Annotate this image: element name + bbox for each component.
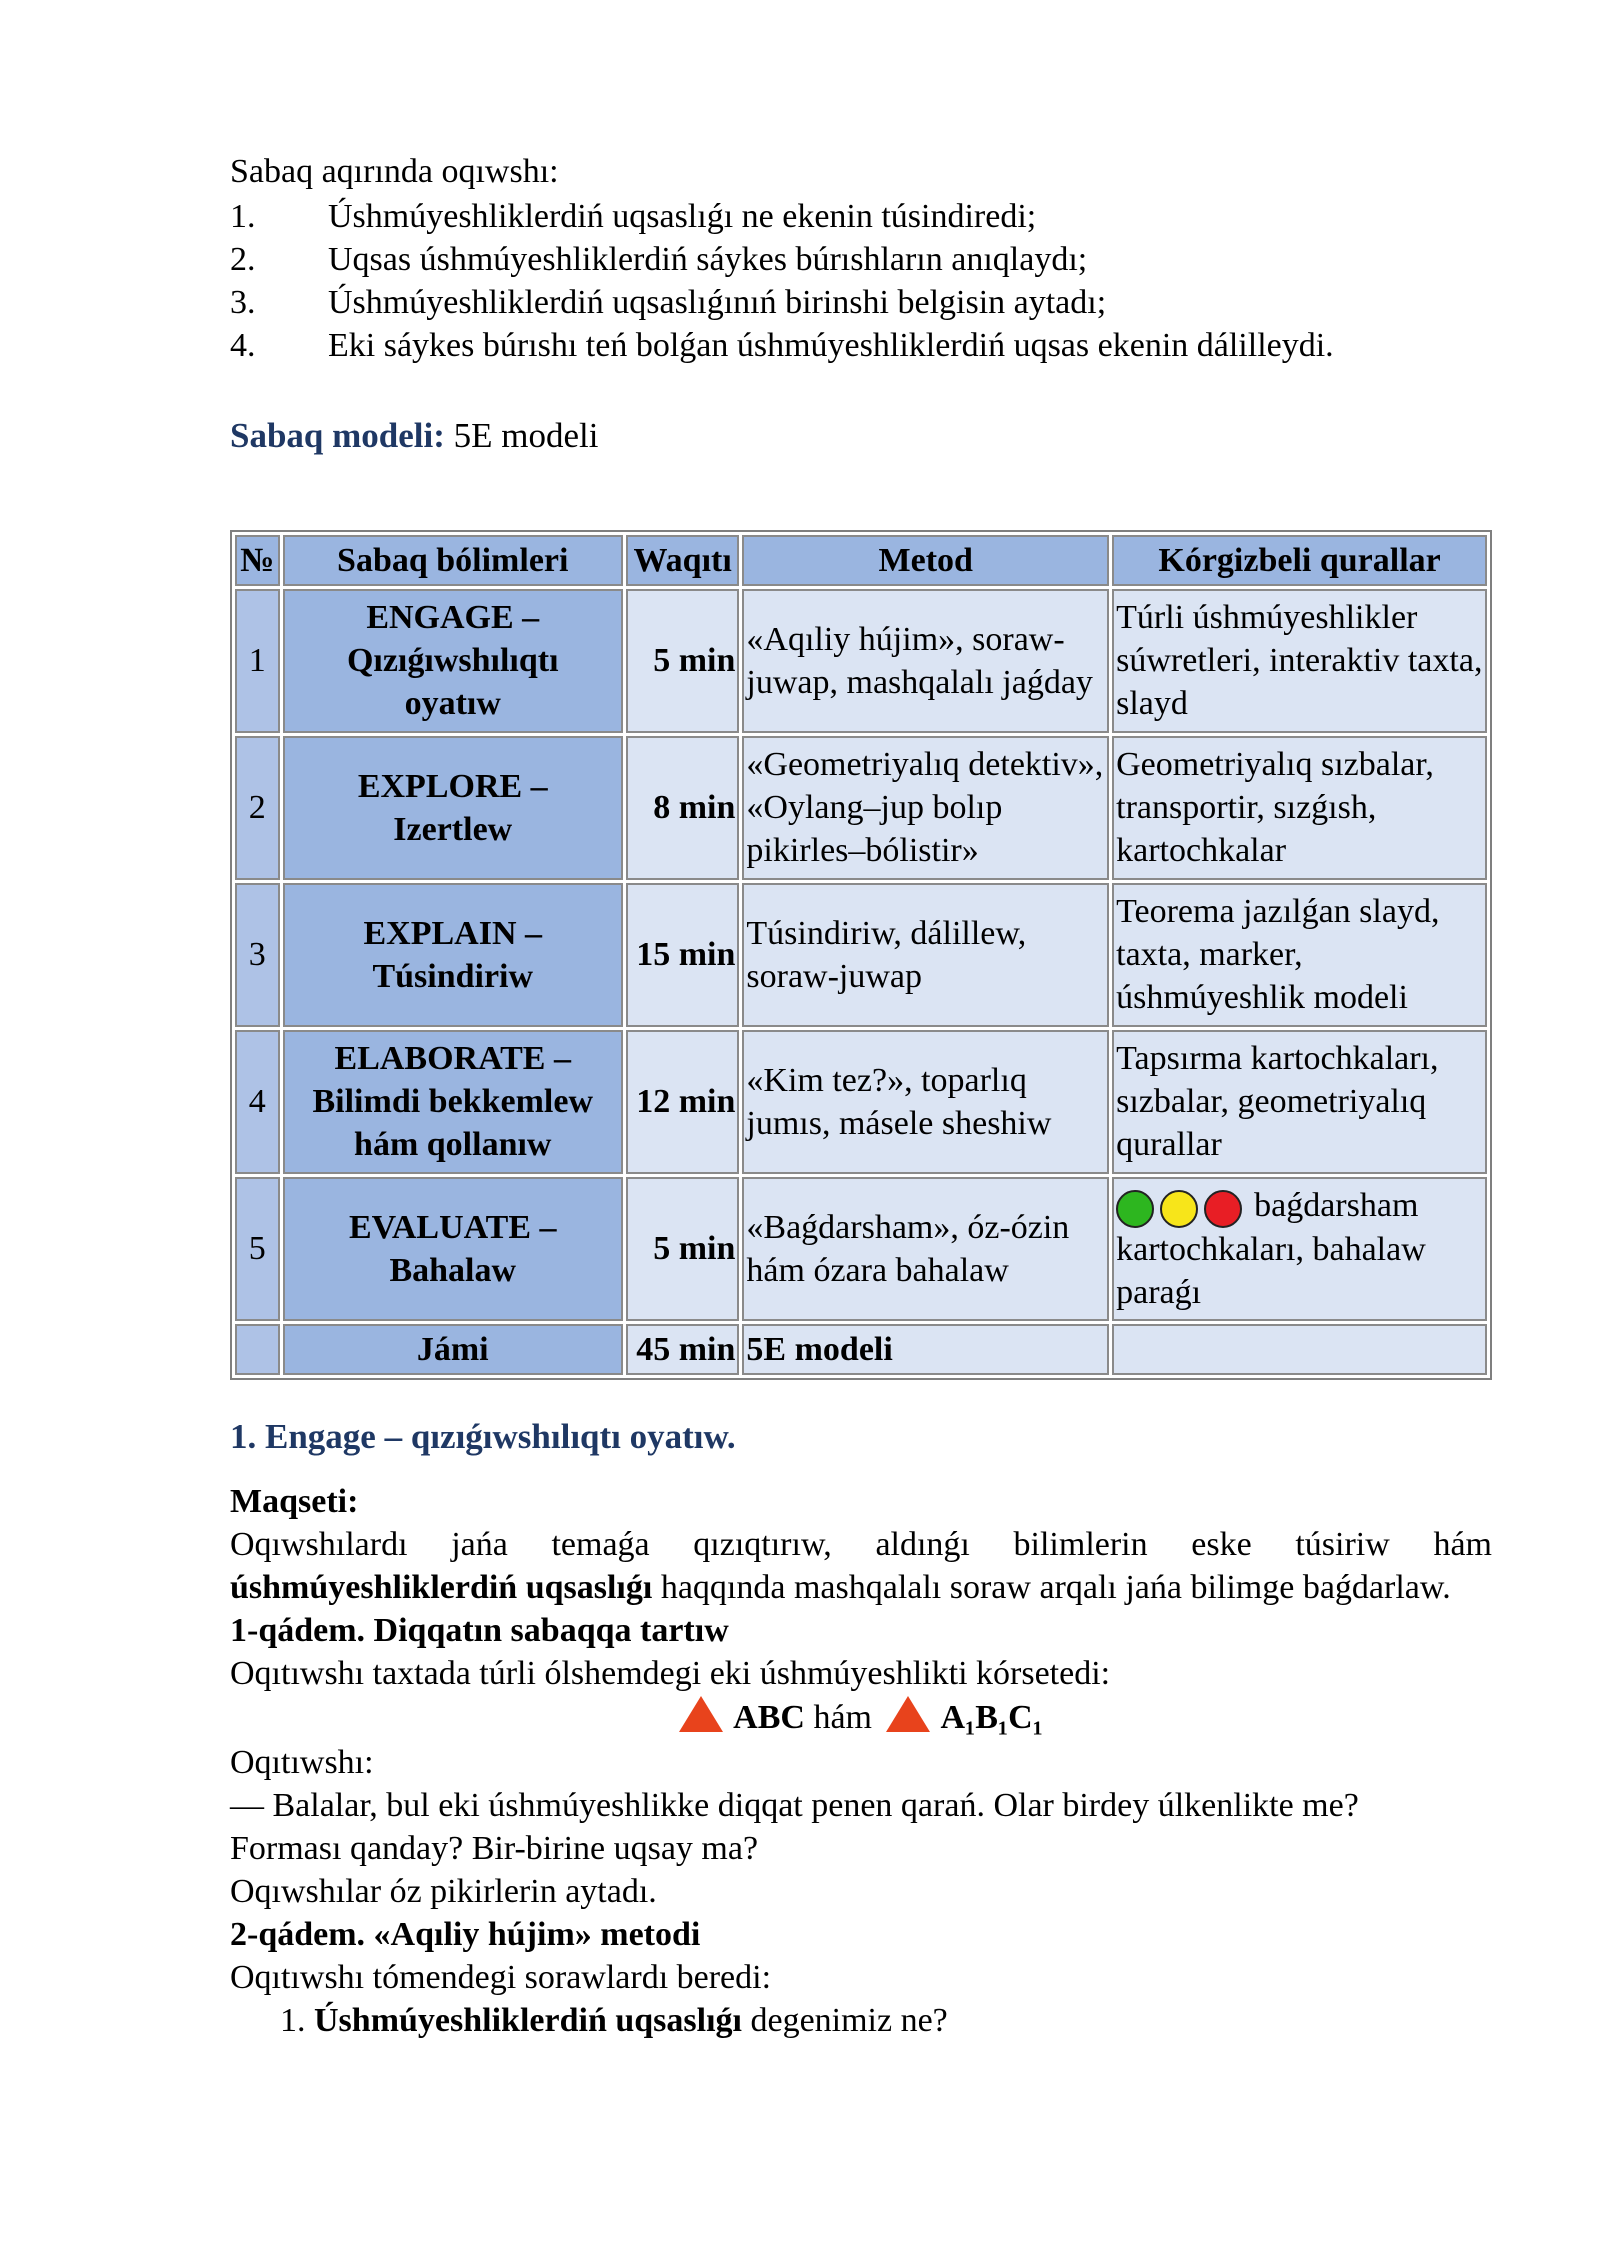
objective-text: Uqsas úshmúyeshliklerdiń sáykes búrıshların anıqlaydı; xyxy=(328,241,1088,278)
document-page xyxy=(230,150,1492,2039)
section-title: EXPLORE – xyxy=(357,767,548,805)
tools-text: baǵdarsham kartochkaları, bahalaw paraǵı xyxy=(1116,1187,1426,1311)
teacher-speech-2: Forması qanday? Bir-birine uqsay ma? xyxy=(230,1830,759,1867)
step1-title: 1-qádem. Diqqatın sabaqqa tartıw xyxy=(230,1612,729,1649)
lesson-model-line xyxy=(230,414,1490,458)
row-section xyxy=(283,1030,623,1174)
objective-item xyxy=(230,195,1490,238)
step2-title: 2-qádem. «Aqıliy hújim» metodi xyxy=(230,1916,701,1953)
row-method: «Geometriyalıq detektiv», «Oylang–jup bolıp pikirles–bólistir» xyxy=(742,736,1109,880)
section-subtitle: Izertlew xyxy=(393,810,513,848)
section-subtitle: Bilimdi bekkemlew xyxy=(312,1083,594,1121)
triangle-icon xyxy=(886,1696,930,1732)
row-time: 5 min xyxy=(626,1177,739,1321)
section-title: EVALUATE – xyxy=(348,1208,557,1246)
row-time: 5 min xyxy=(626,589,739,733)
triangles-line xyxy=(230,1695,1492,1741)
teacher-label: Oqıtıwshı: xyxy=(230,1744,374,1781)
objective-item xyxy=(230,238,1490,281)
row-tools: Túrli úshmúyeshlikler súwretleri, interaktiv taxta, slayd xyxy=(1112,589,1487,733)
row-number: 2 xyxy=(235,736,280,880)
row-method: «Aqıliy hújim», soraw-juwap, mashqalalı jaǵday xyxy=(742,589,1109,733)
header-sections: Sabaq bólimleri xyxy=(283,535,623,586)
total-number xyxy=(235,1324,280,1375)
engage-section xyxy=(230,1415,1492,2042)
question-rest: degenimiz ne? xyxy=(741,2002,948,2039)
row-time: 12 min xyxy=(626,1030,739,1174)
header-method: Metod xyxy=(742,535,1109,586)
header-tools: Kórgizbeli qurallar xyxy=(1112,535,1487,586)
total-method: 5E modeli xyxy=(742,1324,1109,1375)
row-time: 8 min xyxy=(626,736,739,880)
objective-number: 3. xyxy=(230,284,256,321)
row-tools: Teorema jazılǵan slayd, taxta, marker, úshmúyeshlik modeli xyxy=(1112,883,1487,1027)
goal-text-start: Oqıwshılardı jańa temaǵa qızıqtırıw, aldınǵı bilimlerin eske túsiriw hám xyxy=(230,1526,1492,1563)
row-number: 1 xyxy=(235,589,280,733)
table-row xyxy=(235,883,1487,1027)
question-item xyxy=(230,1999,1492,2042)
row-tools: Geometriyalıq sızbalar, transportir, sızǵısh, kartochkalar xyxy=(1112,736,1487,880)
triangle-label-abc: ABC xyxy=(733,1699,805,1736)
question-number: 1. xyxy=(280,2002,306,2039)
row-section xyxy=(283,736,623,880)
row-tools xyxy=(1112,1177,1487,1321)
table-row xyxy=(235,1177,1487,1321)
section-subtitle: Bahalaw xyxy=(389,1251,517,1289)
traffic-light-icons xyxy=(1116,1190,1242,1228)
table-row xyxy=(235,589,1487,733)
row-time: 15 min xyxy=(626,883,739,1027)
row-number: 3 xyxy=(235,883,280,1027)
triangle-icon xyxy=(679,1696,723,1732)
row-method: Túsindiriw, dálillew, soraw-juwap xyxy=(742,883,1109,1027)
lesson-model-label: Sabaq modeli: xyxy=(230,416,445,455)
table-row xyxy=(235,736,1487,880)
section-subtitle: Qızıǵıwshılıqtı xyxy=(346,642,559,680)
lesson-plan-table xyxy=(230,530,1492,1380)
row-section xyxy=(283,1177,623,1321)
question-bold: Úshmúyeshliklerdiń uqsaslıǵı xyxy=(314,2002,742,2039)
row-number: 4 xyxy=(235,1030,280,1174)
row-method: «Kim tez?», toparlıq jumıs, másele sheshiw xyxy=(742,1030,1109,1174)
teacher-speech-1: — Balalar, bul eki úshmúyeshlikke diqqat penen qarań. Olar birdey úlkenlikte me? xyxy=(230,1787,1359,1824)
red-circle-icon xyxy=(1204,1190,1242,1228)
objectives-lead: Sabaq aqırında oqıwshı: xyxy=(230,153,559,190)
section-title: ELABORATE – xyxy=(334,1040,571,1078)
section-subtitle: Túsindiriw xyxy=(372,957,534,995)
table-total-row xyxy=(235,1324,1487,1375)
step2-text: Oqıtıwshı tómendegi sorawlardı beredi: xyxy=(230,1959,772,1996)
header-number: № xyxy=(235,535,280,586)
total-time: 45 min xyxy=(626,1324,739,1375)
objective-text: Úshmúyeshliklerdiń uqsaslıǵınıń birinshi belgisin aytadı; xyxy=(328,284,1107,321)
section-heading: 1. Engage – qızıǵıwshılıqtı oyatıw. xyxy=(230,1417,736,1456)
section-title: EXPLAIN – xyxy=(363,914,543,952)
yellow-circle-icon xyxy=(1160,1190,1198,1228)
total-tools xyxy=(1112,1324,1487,1375)
objective-item xyxy=(230,324,1490,367)
step1-text: Oqıtıwshı taxtada túrli ólshemdegi eki úshmúyeshlikti kórsetedi: xyxy=(230,1655,1111,1692)
green-circle-icon xyxy=(1116,1190,1154,1228)
section-title: ENGAGE – xyxy=(366,599,540,637)
goal-text-end: haqqında mashqalalı soraw arqalı jańa bilimge baǵdarlaw. xyxy=(652,1569,1451,1606)
objective-number: 2. xyxy=(230,241,256,278)
objectives-list xyxy=(230,195,1490,367)
row-section xyxy=(283,883,623,1027)
objective-number: 1. xyxy=(230,198,256,235)
objective-item xyxy=(230,281,1490,324)
row-tools: Tapsırma kartochkaları, sızbalar, geometriyalıq qurallar xyxy=(1112,1030,1487,1174)
header-time: Waqıtı xyxy=(626,535,739,586)
goal-text-bold: úshmúyeshliklerdiń uqsaslıǵı xyxy=(230,1569,653,1606)
goal-label: Maqseti: xyxy=(230,1483,359,1520)
goal-paragraph xyxy=(230,1523,1492,1609)
objective-text: Eki sáykes búrıshı teń bolǵan úshmúyeshliklerdiń uqsas ekenin dálilleydi. xyxy=(328,327,1334,364)
table-header-row xyxy=(235,535,1487,586)
triangle-label-a1b1c1: A₁B₁C₁ xyxy=(940,1699,1043,1736)
row-section xyxy=(283,589,623,733)
table-row xyxy=(235,1030,1487,1174)
row-number: 5 xyxy=(235,1177,280,1321)
section-subtitle-2: oyatıw xyxy=(404,685,501,723)
objective-number: 4. xyxy=(230,327,256,364)
triangle-connector: hám xyxy=(804,1699,881,1736)
section-subtitle-2: hám qollanıw xyxy=(354,1126,552,1164)
total-label: Jámi xyxy=(283,1324,623,1375)
row-method: «Baǵdarsham», óz-ózin hám ózara bahalaw xyxy=(742,1177,1109,1321)
students-response: Oqıwshılar óz pikirlerin aytadı. xyxy=(230,1873,657,1910)
lesson-model-value: 5E modeli xyxy=(444,416,599,455)
objective-text: Úshmúyeshliklerdiń uqsaslıǵı ne ekenin túsindiredi; xyxy=(328,198,1037,235)
